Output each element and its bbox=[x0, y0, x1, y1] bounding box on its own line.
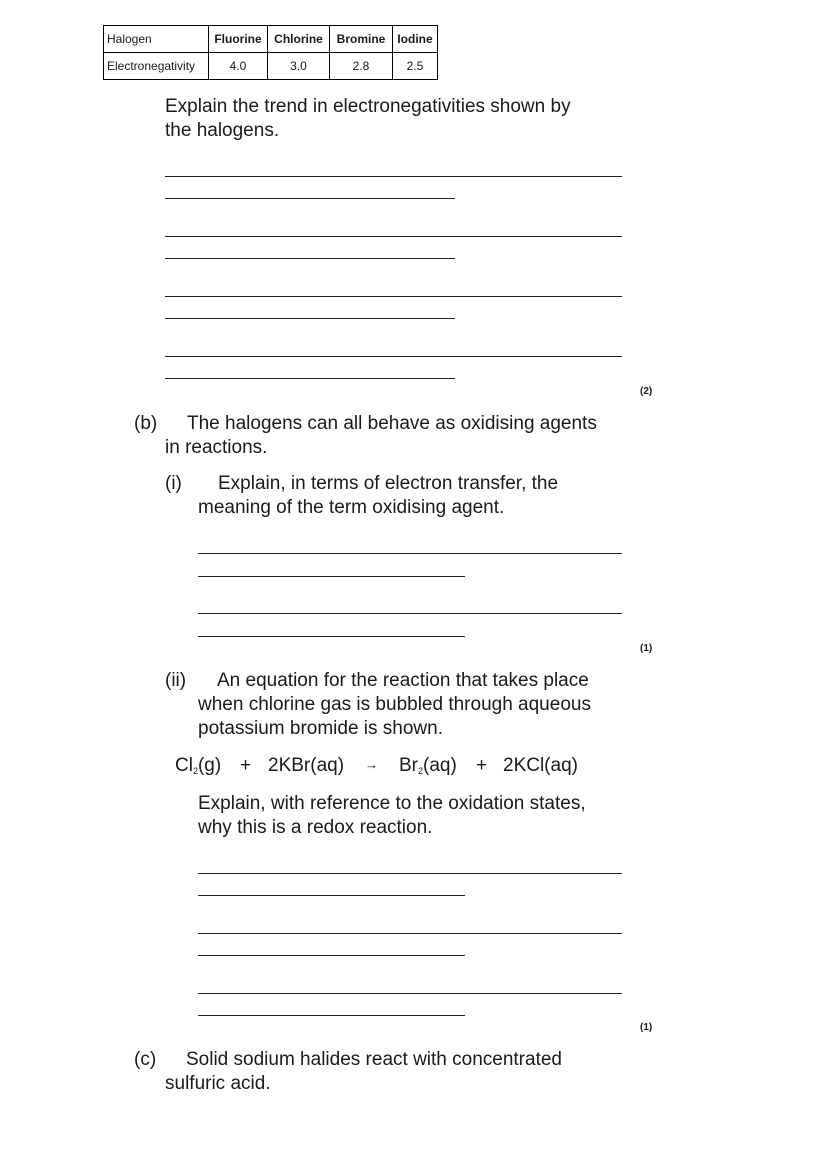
equation-reactant-kbr: 2KBr(aq) bbox=[268, 755, 345, 776]
table-cell: Fluorine bbox=[209, 26, 268, 53]
answer-line[interactable] bbox=[198, 895, 465, 896]
question-bii-line3: potassium bromide is shown. bbox=[198, 718, 443, 739]
electronegativity-table bbox=[103, 25, 438, 80]
answer-line[interactable] bbox=[165, 176, 622, 177]
question-bi-line2: meaning of the term oxidising agent. bbox=[198, 497, 505, 518]
answer-line[interactable] bbox=[198, 613, 622, 614]
question-c-line2: sulfuric acid. bbox=[165, 1073, 271, 1094]
marks-bi: (1) bbox=[640, 643, 653, 654]
table-row bbox=[104, 53, 438, 80]
answer-line[interactable] bbox=[165, 356, 622, 357]
question-b-label: (b) bbox=[134, 413, 158, 434]
row-header-electronegativity: Electronegativity bbox=[104, 53, 209, 80]
answer-line[interactable] bbox=[198, 553, 622, 554]
equation-product-br2: $Br_2(aq)$ bbox=[399, 755, 457, 776]
question-bii-expl1: Explain, with reference to the oxidation states, bbox=[198, 793, 586, 814]
question-line: Explain the trend in electronegativities shown by bbox=[165, 96, 571, 117]
answer-line[interactable] bbox=[165, 318, 455, 319]
answer-line[interactable] bbox=[198, 1015, 465, 1016]
table-cell: 2.5 bbox=[393, 53, 438, 80]
table-cell: 4.0 bbox=[209, 53, 268, 80]
answer-line[interactable] bbox=[198, 576, 465, 577]
answer-line[interactable] bbox=[165, 198, 455, 199]
equation-plus: + bbox=[240, 755, 252, 776]
answer-line[interactable] bbox=[198, 933, 622, 934]
answer-line[interactable] bbox=[165, 296, 622, 297]
question-bi-label: (i) bbox=[165, 473, 182, 494]
answer-line[interactable] bbox=[198, 873, 622, 874]
marks-a: (2) bbox=[640, 386, 653, 397]
question-c-line1: Solid sodium halides react with concentrated bbox=[186, 1049, 562, 1070]
answer-line[interactable] bbox=[165, 236, 622, 237]
reaction-arrow-icon: → bbox=[365, 757, 378, 772]
answer-line[interactable] bbox=[165, 258, 455, 259]
table-cell: Bromine bbox=[330, 26, 393, 53]
equation-product-kcl: 2KCl(aq) bbox=[503, 755, 578, 776]
marks-bii: (1) bbox=[640, 1022, 653, 1033]
table-cell: 3.0 bbox=[268, 53, 330, 80]
answer-line[interactable] bbox=[165, 378, 455, 379]
question-b-line1: The halogens can all behave as oxidising agents bbox=[187, 413, 597, 434]
question-bi-line1: Explain, in terms of electron transfer, the bbox=[218, 473, 559, 494]
question-bii-label: (ii) bbox=[165, 670, 187, 691]
answer-line[interactable] bbox=[198, 955, 465, 956]
question-bii-expl2: why this is a redox reaction. bbox=[198, 817, 433, 838]
question-bii-line2: when chlorine gas is bubbled through aqueous bbox=[198, 694, 591, 715]
question-a-text bbox=[165, 95, 571, 143]
question-c-label: (c) bbox=[134, 1049, 157, 1070]
equation-plus: + bbox=[476, 755, 488, 776]
table-row bbox=[104, 26, 438, 53]
table-cell: Iodine bbox=[393, 26, 438, 53]
table-cell: Chlorine bbox=[268, 26, 330, 53]
equation-reactant-cl2: $Cl_2(g)$ bbox=[175, 755, 222, 776]
row-header-halogen: Halogen bbox=[104, 26, 209, 53]
table-cell: 2.8 bbox=[330, 53, 393, 80]
answer-line[interactable] bbox=[198, 636, 465, 637]
question-bii-line1: An equation for the reaction that takes place bbox=[217, 670, 589, 691]
question-b-line2: in reactions. bbox=[165, 437, 268, 458]
answer-line[interactable] bbox=[198, 993, 622, 994]
question-line: the halogens. bbox=[165, 120, 280, 141]
